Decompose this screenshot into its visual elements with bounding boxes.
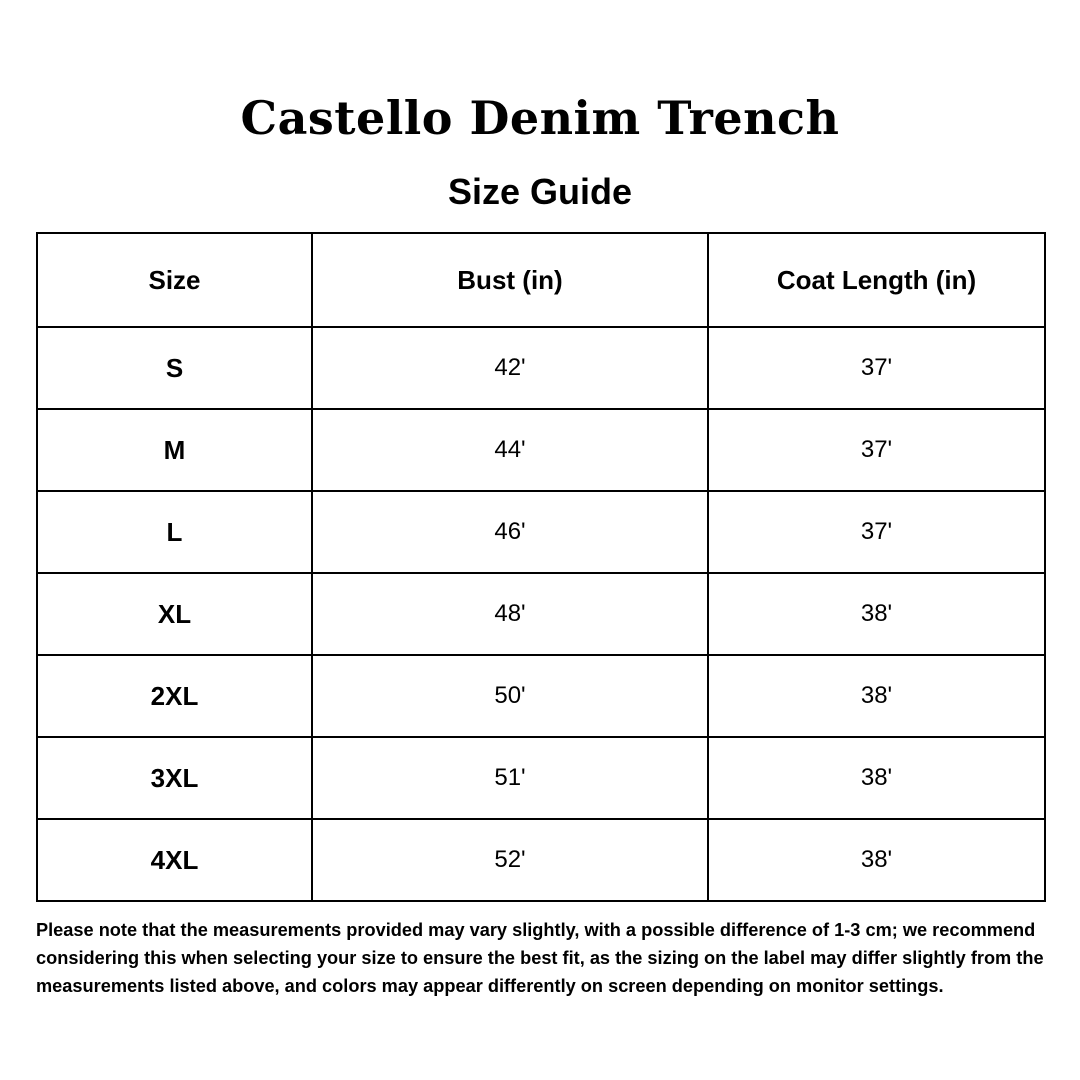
bust-cell: 48': [312, 573, 708, 655]
size-cell: L: [37, 491, 312, 573]
bust-cell: 51': [312, 737, 708, 819]
coat-length-cell: 37': [708, 327, 1045, 409]
table-row: [37, 655, 1045, 737]
column-header-bust: Bust (in): [312, 233, 708, 327]
coat-length-cell: 38': [708, 573, 1045, 655]
page-subtitle: Size Guide: [447, 171, 633, 212]
size-cell: XL: [37, 573, 312, 655]
bust-cell: 52': [312, 819, 708, 901]
column-header-coat-length: Coat Length (in): [708, 233, 1045, 327]
size-cell: 2XL: [37, 655, 312, 737]
bust-cell: 42': [312, 327, 708, 409]
table-row: [37, 819, 1045, 901]
column-header-size: Size: [37, 233, 312, 327]
size-cell: 4XL: [37, 819, 312, 901]
table-row: [37, 491, 1045, 573]
coat-length-cell: 38': [708, 737, 1045, 819]
table-row: [37, 573, 1045, 655]
coat-length-cell: 37': [708, 409, 1045, 491]
table-row: [37, 327, 1045, 409]
coat-length-cell: 38': [708, 655, 1045, 737]
coat-length-cell: 37': [708, 491, 1045, 573]
coat-length-cell: 38': [708, 819, 1045, 901]
size-cell: 3XL: [37, 737, 312, 819]
page-title: Castello Denim Trench: [240, 91, 840, 145]
size-cell: M: [37, 409, 312, 491]
size-table: [36, 232, 1046, 902]
table-header-row: [37, 233, 1045, 327]
measurement-disclaimer: Please note that the measurements provided may vary slightly, with a possible difference of 1-3 cm; we recommend considering this when selecting your size to ensure the best fit, as the sizing on the label may differ slightly from the measurements listed above, and colors may appear differently on screen depending on monitor settings.: [36, 920, 1044, 996]
table-row: [37, 409, 1045, 491]
bust-cell: 50': [312, 655, 708, 737]
bust-cell: 46': [312, 491, 708, 573]
table-row: [37, 737, 1045, 819]
bust-cell: 44': [312, 409, 708, 491]
size-cell: S: [37, 327, 312, 409]
